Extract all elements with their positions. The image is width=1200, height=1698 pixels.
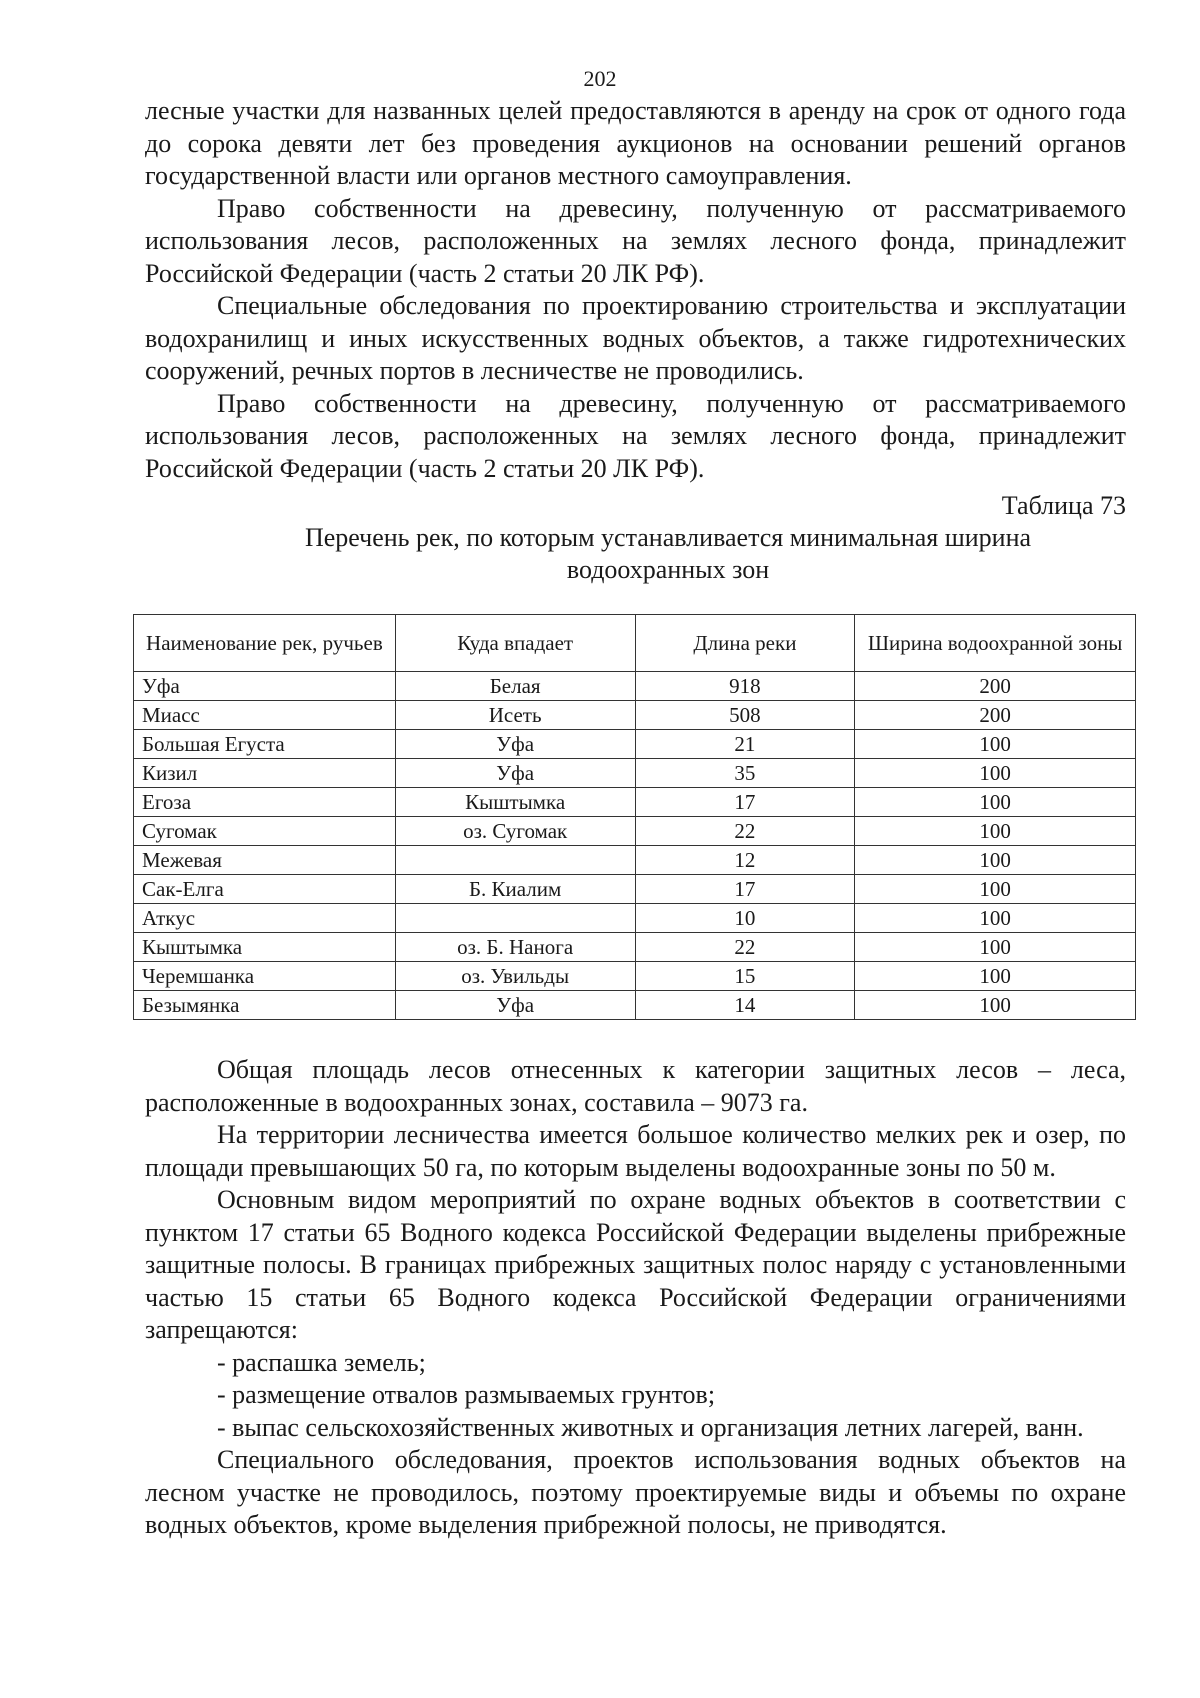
table-row <box>134 730 1136 759</box>
outflow-cell: Уфа <box>395 991 635 1020</box>
table-row <box>134 962 1136 991</box>
top-text-block <box>145 95 1126 485</box>
length-cell: 12 <box>635 846 855 875</box>
outflow-cell: Белая <box>395 672 635 701</box>
zone-width-cell: 100 <box>855 933 1136 962</box>
paragraph: На территории лесничества имеется большое количество мелких рек и озер, по площади превышающих 50 га, по которым выделены водоохранные зоны по 50 м. <box>145 1120 1126 1182</box>
river-name-cell: Межевая <box>134 846 396 875</box>
outflow-cell <box>395 904 635 933</box>
header-cell: Длина реки <box>635 615 855 672</box>
table-title: Перечень рек, по которым устанавливается минимальная ширина водоохранных зон <box>304 523 1032 584</box>
river-name-cell: Аткус <box>134 904 396 933</box>
length-cell: 22 <box>635 933 855 962</box>
zone-width-cell: 100 <box>855 759 1136 788</box>
river-name-cell: Сугомак <box>134 817 396 846</box>
length-cell: 10 <box>635 904 855 933</box>
rivers-table <box>133 614 1136 1020</box>
table-row <box>134 817 1136 846</box>
river-name-cell: Большая Егуста <box>134 730 396 759</box>
list-item: - размещение отвалов размываемых грунтов; <box>217 1380 716 1409</box>
river-name-cell: Черемшанка <box>134 962 396 991</box>
length-cell: 14 <box>635 991 855 1020</box>
river-name-cell: Уфа <box>134 672 396 701</box>
table-row <box>134 788 1136 817</box>
outflow-cell: оз. Сугомак <box>395 817 635 846</box>
length-cell: 17 <box>635 788 855 817</box>
zone-width-cell: 100 <box>855 846 1136 875</box>
page-number: 202 <box>583 66 617 91</box>
zone-width-cell: 200 <box>855 672 1136 701</box>
river-name-cell: Кыштымка <box>134 933 396 962</box>
zone-width-cell: 100 <box>855 904 1136 933</box>
outflow-cell: Уфа <box>395 730 635 759</box>
outflow-cell <box>395 846 635 875</box>
list-item: - распашка земель; <box>217 1347 426 1377</box>
length-cell: 918 <box>635 672 855 701</box>
paragraph: Общая площадь лесов отнесенных к категории защитных лесов – леса, расположенные в водоохранных зонах, составила – 9073 га. <box>145 1055 1126 1117</box>
zone-width-cell: 100 <box>855 730 1136 759</box>
river-name-cell: Кизил <box>134 759 396 788</box>
outflow-cell: Уфа <box>395 759 635 788</box>
length-cell: 17 <box>635 875 855 904</box>
zone-width-cell: 100 <box>855 962 1136 991</box>
table-row <box>134 672 1136 701</box>
zone-width-cell: 100 <box>855 991 1136 1020</box>
table-row <box>134 904 1136 933</box>
table-caption: Таблица 73 <box>1001 491 1126 520</box>
table-row <box>134 759 1136 788</box>
zone-width-cell: 100 <box>855 817 1136 846</box>
outflow-cell: оз. Увильды <box>395 962 635 991</box>
paragraph: лесные участки для названных целей предоставляются в аренду на срок от одного года до сорока девяти лет без проведения аукционов на основании решений органов государственной власти или органов местного самоуправления. <box>145 96 1126 190</box>
river-name-cell: Безымянка <box>134 991 396 1020</box>
river-name-cell: Миасс <box>134 701 396 730</box>
table-row <box>134 991 1136 1020</box>
zone-width-cell: 200 <box>855 701 1136 730</box>
table-row <box>134 701 1136 730</box>
paragraph: Специальные обследования по проектированию строительства и эксплуатации водохранилищ и иных искусственных водных объектов, а также гидротехнических сооружений, речных портов в лесничестве не проводились. <box>145 291 1126 385</box>
table-header-row <box>134 615 1136 672</box>
paragraph: Основным видом мероприятий по охране водных объектов в соответствии с пунктом 17 статьи 65 Водного кодекса Российской Федерации выделены прибрежные защитные полосы. В границах прибрежных защитных полос наряду с установленными частью 15 статьи 65 Водного кодекса Российской Федерации ограничениями запрещаются: <box>145 1185 1126 1344</box>
paragraph: Специального обследования, проектов использования водных объектов на лесном участке не проводилось, поэтому проектируемые виды и объемы по охране водных объектов, кроме выделения прибрежной полосы, не приводятся. <box>145 1445 1126 1539</box>
table-row <box>134 933 1136 962</box>
length-cell: 508 <box>635 701 855 730</box>
outflow-cell: Б. Киалим <box>395 875 635 904</box>
zone-width-cell: 100 <box>855 875 1136 904</box>
outflow-cell: оз. Б. Нанога <box>395 933 635 962</box>
paragraph: Право собственности на древесину, полученную от рассматриваемого использования лесов, расположенных на землях лесного фонда, принадлежит Российской Федерации (часть 2 статьи 20 ЛК РФ). <box>145 193 1126 288</box>
paragraph: Право собственности на древесину, полученную от рассматриваемого использования лесов, расположенных на землях лесного фонда, принадлежит Российской Федерации (часть 2 статьи 20 ЛК РФ). <box>145 388 1126 483</box>
header-cell: Куда впадает <box>395 615 635 672</box>
outflow-cell: Кыштымка <box>395 788 635 817</box>
length-cell: 15 <box>635 962 855 991</box>
header-cell: Ширина водоохранной зоны <box>855 615 1136 672</box>
length-cell: 35 <box>635 759 855 788</box>
length-cell: 22 <box>635 817 855 846</box>
length-cell: 21 <box>635 730 855 759</box>
river-name-cell: Егоза <box>134 788 396 817</box>
header-cell: Наименование рек, ручьев <box>134 615 396 672</box>
table-row <box>134 875 1136 904</box>
bottom-text-block <box>145 1054 1126 1542</box>
zone-width-cell: 100 <box>855 788 1136 817</box>
list-item: - выпас сельскохозяйственных животных и организация летних лагерей, ванн. <box>217 1412 1084 1442</box>
outflow-cell: Исеть <box>395 701 635 730</box>
table-row <box>134 846 1136 875</box>
river-name-cell: Сак-Елга <box>134 875 396 904</box>
